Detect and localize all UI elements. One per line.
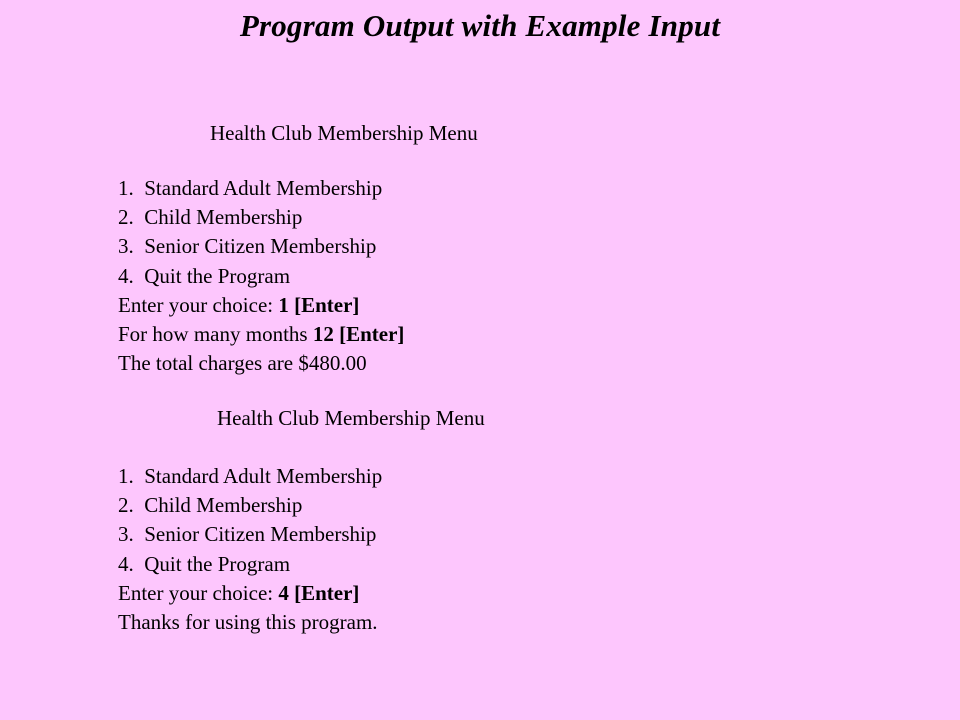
months-input: 12 [Enter] xyxy=(312,321,405,346)
choice-input: 4 [Enter] xyxy=(278,580,360,605)
menu-option-1: 1. Standard Adult Membership xyxy=(118,464,383,488)
menu-option-1: 1. Standard Adult Membership xyxy=(118,176,383,200)
choice-line xyxy=(118,291,404,320)
menu-option-4: 4. Quit the Program xyxy=(118,551,291,576)
menu-option-2: 2. Child Membership xyxy=(118,205,303,230)
program-output-2 xyxy=(118,462,382,637)
menu-title-2: Health Club Membership Menu xyxy=(217,406,485,430)
result-line: The total charges are $480.00 xyxy=(118,351,367,376)
menu-option-2: 2. Child Membership xyxy=(118,493,303,518)
menu-option-3: 3. Senior Citizen Membership xyxy=(118,522,377,547)
choice-input: 1 [Enter] xyxy=(278,292,360,317)
program-output-1 xyxy=(118,174,404,378)
choice-prompt: Enter your choice: xyxy=(118,580,279,605)
menu-option-4: 4. Quit the Program xyxy=(118,263,291,288)
choice-line xyxy=(118,579,382,608)
months-prompt: For how many months xyxy=(118,321,313,346)
slide-title: Program Output with Example Input xyxy=(239,8,721,43)
months-line xyxy=(118,320,404,349)
menu-option-3: 3. Senior Citizen Membership xyxy=(118,234,377,259)
menu-title-1: Health Club Membership Menu xyxy=(210,121,478,145)
result-line: Thanks for using this program. xyxy=(118,609,378,634)
choice-prompt: Enter your choice: xyxy=(118,292,279,317)
